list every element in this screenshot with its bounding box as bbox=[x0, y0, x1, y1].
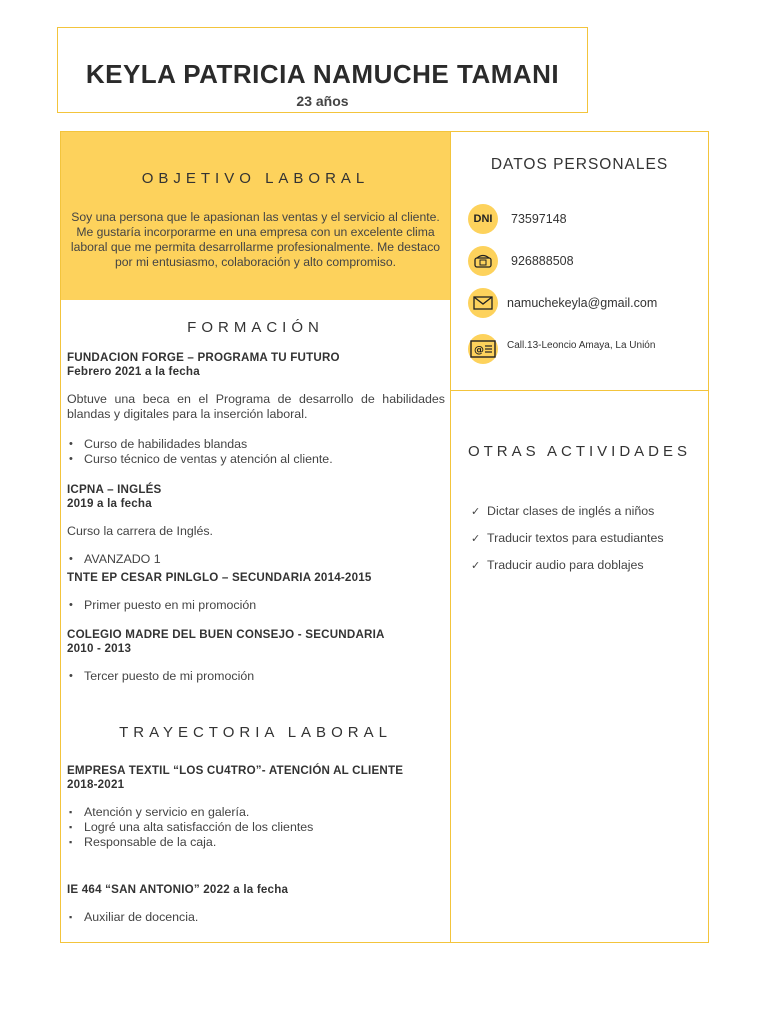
activity-label: Traducir textos para estudiantes bbox=[487, 531, 664, 545]
trayectoria-title: TRAYECTORIA LABORAL bbox=[119, 724, 392, 741]
forge-date: Febrero 2021 a la fecha bbox=[67, 365, 200, 378]
tnte-list bbox=[67, 598, 445, 613]
empresa-heading: EMPRESA TEXTIL “LOS CU4TRO”- ATENCIÓN AL CLIENTE bbox=[67, 764, 404, 777]
objetivo-section bbox=[61, 132, 450, 300]
right-divider bbox=[451, 390, 708, 391]
dni-badge: DNI bbox=[468, 204, 498, 234]
colegio-list bbox=[67, 669, 445, 684]
list-item: • Primer puesto en mi promoción bbox=[84, 598, 445, 613]
checkmark-icon: ✓ bbox=[471, 533, 481, 545]
icpna-list bbox=[67, 552, 445, 567]
activity-item bbox=[471, 504, 654, 518]
empresa-list bbox=[67, 805, 445, 850]
colegio-heading: COLEGIO MADRE DEL BUEN CONSEJO - SECUNDARIA bbox=[67, 628, 385, 641]
forge-list bbox=[67, 437, 445, 467]
checkmark-icon: ✓ bbox=[471, 506, 481, 518]
ie-list bbox=[67, 910, 445, 925]
objetivo-title: OBJETIVO LABORAL bbox=[141, 170, 370, 187]
empresa-date: 2018-2021 bbox=[67, 778, 125, 791]
trayectoria-ie bbox=[67, 883, 445, 925]
objetivo-text: Soy una persona que le apasionan las ventas y el servicio al cliente. Me gustaría incorporarme en una empresa con un excelente clima laboral que me permita desarrollarme profesionalmente. Me destaco por mi entusiasmo, colaboración y alto compromiso. bbox=[70, 210, 441, 269]
forge-desc: Obtuve una beca en el Programa de desarrollo de habilidades blandas y digitales para la inserción laboral. bbox=[67, 392, 445, 421]
activity-item bbox=[471, 531, 664, 545]
id-card-icon bbox=[468, 334, 498, 364]
forge-heading: FUNDACION FORGE – PROGRAMA TU FUTURO bbox=[67, 351, 340, 364]
icpna-heading: ICPNA – INGLÉS bbox=[67, 483, 162, 496]
datos-title: DATOS PERSONALES bbox=[490, 156, 669, 173]
phone-value: 926888508 bbox=[511, 254, 574, 268]
right-column bbox=[451, 132, 708, 942]
left-column bbox=[61, 132, 451, 942]
formacion-icpna bbox=[67, 483, 445, 567]
activity-label: Dictar clases de inglés a niños bbox=[487, 504, 655, 518]
ie-heading: IE 464 “SAN ANTONIO” 2022 a la fecha bbox=[67, 883, 289, 896]
svg-text:@: @ bbox=[474, 345, 484, 356]
activity-item bbox=[471, 558, 644, 572]
list-item: ▪ Responsable de la caja. bbox=[84, 835, 445, 850]
formacion-title: FORMACIÓN bbox=[187, 319, 324, 336]
address-value: Call.13-Leoncio Amaya, La Unión bbox=[507, 340, 656, 351]
resume-body bbox=[60, 131, 709, 943]
list-item: • Tercer puesto de mi promoción bbox=[84, 669, 445, 684]
colegio-date: 2010 - 2013 bbox=[67, 642, 132, 655]
candidate-age: 23 años bbox=[296, 93, 349, 109]
list-item: ▪ Logré una alta satisfacción de los clientes bbox=[84, 820, 445, 835]
phone-icon bbox=[468, 246, 498, 276]
list-item: • AVANZADO 1 bbox=[84, 552, 445, 567]
list-item: ▪ Auxiliar de docencia. bbox=[84, 910, 445, 925]
trayectoria-empresa bbox=[67, 764, 445, 850]
candidate-name: KEYLA PATRICIA NAMUCHE TAMANI bbox=[85, 59, 560, 89]
list-item: • Curso técnico de ventas y atención al cliente. bbox=[84, 452, 445, 467]
list-item: • Curso de habilidades blandas bbox=[84, 437, 445, 452]
formacion-colegio bbox=[67, 628, 445, 684]
icpna-date: 2019 a la fecha bbox=[67, 497, 152, 510]
tnte-heading: TNTE EP CESAR PINLGLO – SECUNDARIA 2014-2015 bbox=[67, 571, 372, 584]
formacion-tnte bbox=[67, 571, 445, 613]
dni-value: 73597148 bbox=[511, 212, 567, 226]
otras-title: OTRAS ACTIVIDADES bbox=[467, 443, 692, 460]
icpna-desc: Curso la carrera de Inglés. bbox=[67, 524, 214, 538]
list-item: ▪ Atención y servicio en galería. bbox=[84, 805, 445, 820]
email-value: namuchekeyla@gmail.com bbox=[507, 296, 658, 310]
checkmark-icon: ✓ bbox=[471, 560, 481, 572]
mail-icon bbox=[468, 288, 498, 318]
formacion-forge bbox=[67, 351, 445, 467]
activity-label: Traducir audio para doblajes bbox=[487, 558, 644, 572]
header-box bbox=[57, 27, 588, 113]
